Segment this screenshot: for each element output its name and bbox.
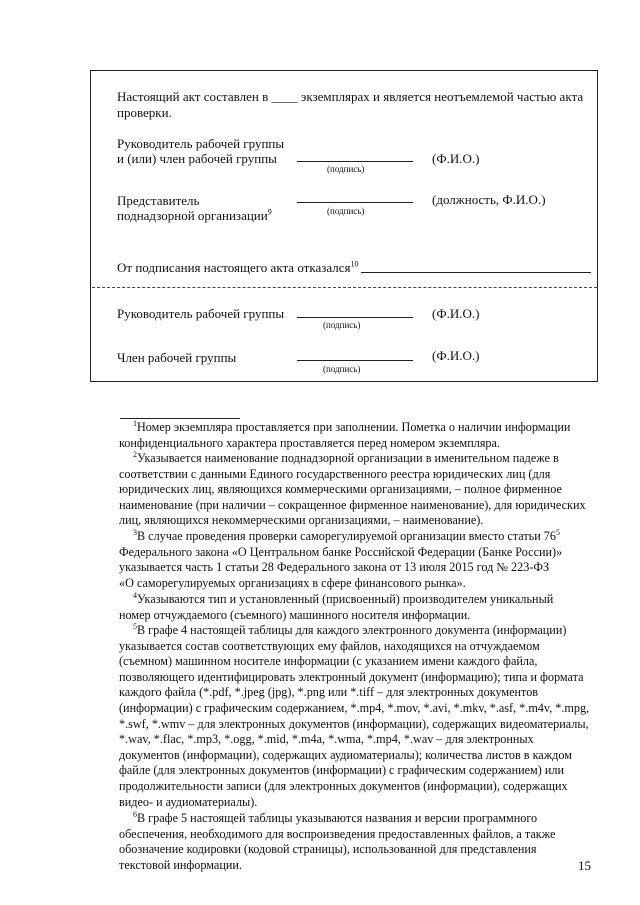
member-signature-line xyxy=(297,360,413,361)
footnote-3-inner-sup: 5 xyxy=(555,527,560,537)
footnote-5-line-9: документов (информации), содержащих аудиоматериалы); количества листов в каждом xyxy=(119,747,572,762)
head-signature-line xyxy=(297,161,413,162)
footnote-2 xyxy=(119,451,597,529)
footnote-5-line-1 xyxy=(119,623,597,639)
footnote-5-line-11: продолжительности записи (для электронных документов (информации), содержащих xyxy=(119,778,568,793)
member-fio-label: (Ф.И.О.) xyxy=(432,348,480,363)
footnote-1 xyxy=(119,420,597,451)
footnote-6-number: 6 xyxy=(133,809,137,819)
footnote-5-line-5: каждого файла (*.pdf, *.jpeg (jpg), *.png или *.tiff – для электронных документов xyxy=(119,685,539,700)
footnote-3-text-1: В случае проведения проверки саморегулируемой организации вместо статьи 76 xyxy=(137,529,556,543)
head-signature-caption: (подпись) xyxy=(327,164,365,174)
footnote-2-text-1: Указывается наименование поднадзорной организации в именительном падеже в xyxy=(137,451,559,465)
footnote-5-line-7: *.swf, *.wmv – для электронных документов (информации), содержащих видеоматериалы, xyxy=(119,716,589,731)
footnote-1-line-1 xyxy=(119,420,597,436)
member-label: Член рабочей группы xyxy=(117,350,237,365)
rep-footnote-ref: 9 xyxy=(267,207,272,217)
footnote-6 xyxy=(119,811,597,873)
refused-signature-line xyxy=(361,272,591,273)
footnote-6-line-3: обозначение кодировки (кодовой страницы), использованной для представления xyxy=(119,842,537,857)
refused-label xyxy=(117,260,358,276)
footnote-2-line-5: лиц, являющихся некоммерческими организациями, – наименование). xyxy=(119,513,484,528)
footnote-6-line-1 xyxy=(119,811,597,827)
head-label-line-2: и (или) член рабочей группы xyxy=(117,151,277,166)
rep-position-fio-label: (должность, Ф.И.О.) xyxy=(432,192,546,207)
rep-label-text: поднадзорной организации xyxy=(117,208,268,223)
footnote-5-line-10: файле (для электронных документов (информации) с графическим содержанием) или xyxy=(119,763,564,778)
footnote-6-line-4: текстовой информации. xyxy=(119,857,242,872)
footnote-2-line-3: юридических лиц, являющихся коммерческими организациями, – полное фирменное xyxy=(119,482,562,497)
refused-footnote-ref: 10 xyxy=(350,259,359,269)
footnote-3-line-2: Федерального закона «О Центральном банке Российской Федерации (Банке России)» xyxy=(119,544,563,559)
footnote-3-number: 3 xyxy=(133,527,137,537)
footnote-5-number: 5 xyxy=(133,621,137,631)
footnote-1-line-2: конфиденциального характера проставляется перед номером экземпляра. xyxy=(119,435,500,450)
footnote-4 xyxy=(119,592,597,623)
footnote-1-number: 1 xyxy=(133,418,137,428)
footnote-5 xyxy=(119,623,597,810)
footnote-4-line-1 xyxy=(119,592,597,608)
footnote-3-line-3: указывается часть 1 статьи 28 Федерального закона от 13 июля 2015 год № 223-ФЗ xyxy=(119,560,550,575)
rep-signature-caption: (подпись) xyxy=(327,206,365,216)
head-fio-label: (Ф.И.О.) xyxy=(432,151,480,166)
footnote-5-line-12: видео- и аудиоматериалы). xyxy=(119,794,258,809)
leader-signature-caption: (подпись) xyxy=(323,320,361,330)
footnote-5-text-1: В графе 4 настоящей таблицы для каждого электронного документа (информации) xyxy=(137,623,567,637)
footnote-4-line-2: номер отчуждаемого (съемного) машинного носителя информации. xyxy=(119,607,471,622)
act-intro-line-2: проверки. xyxy=(117,105,172,120)
footnote-5-line-2: указывается состав соответствующих ему файлов, находящихся на отчуждаемом xyxy=(119,638,540,653)
footnote-4-number: 4 xyxy=(133,590,137,600)
footnote-2-line-1 xyxy=(119,451,597,467)
footnote-3 xyxy=(119,529,597,591)
rep-signature-line xyxy=(297,202,413,203)
leader-label: Руководитель рабочей группы xyxy=(117,306,285,321)
footnote-2-number: 2 xyxy=(133,449,137,459)
rep-label-line-2 xyxy=(117,208,272,224)
leader-signature-line xyxy=(297,317,413,318)
member-signature-caption: (подпись) xyxy=(323,364,361,374)
rep-label-line-1: Представитель xyxy=(117,193,200,208)
footnote-4-text-1: Указываются тип и установленный (присвоенный) производителем уникальный xyxy=(137,592,554,606)
footnote-3-line-1 xyxy=(119,529,597,545)
act-intro-line-1: Настоящий акт составлен в ____ экземплярах и является неотъемлемой частью акта xyxy=(117,89,584,104)
page-number: 15 xyxy=(578,858,591,873)
footnote-1-text-1: Номер экземпляра проставляется при заполнении. Пометка о наличии информации xyxy=(137,420,571,434)
footnote-2-line-4: наименование (при наличии – сокращенное фирменное наименование), для юридических xyxy=(119,497,586,512)
head-label-line-1: Руководитель рабочей группы xyxy=(117,136,285,151)
footnote-3-line-4: «О саморегулируемых организациях в сфере финансового рынка». xyxy=(119,575,466,590)
footnote-5-line-3: (съемном) машинном носителе информации (с указанием имени каждого файла, xyxy=(119,654,538,669)
footnote-6-line-2: обеспечения, необходимого для воспроизведения предоставленных файлов, а также xyxy=(119,826,556,841)
footnote-5-line-4: позволяющего идентифицировать электронный документ (информацию); типа и формата xyxy=(119,669,584,684)
footnote-rule xyxy=(120,418,240,419)
section-divider xyxy=(92,287,597,288)
footnote-2-line-2: соответствии с данными Единого государственного реестра юридических лиц (для xyxy=(119,466,551,481)
footnote-5-line-6: (информации) с графическим содержанием, *.mp4, *.mov, *.avi, *.mkv, *.asf, *.m4v, *.mpg, xyxy=(119,700,590,715)
footnote-6-text-1: В графе 5 настоящей таблицы указываются названия и версии программного xyxy=(137,811,538,825)
leader-fio-label: (Ф.И.О.) xyxy=(432,306,480,321)
refused-text: От подписания настоящего акта отказался xyxy=(117,260,351,275)
footnote-5-line-8: *.wav, *.flac, *.mp3, *.ogg, *.mid, *.m4a, *.wma, *.mp4, *.wav – для электронных xyxy=(119,732,534,747)
